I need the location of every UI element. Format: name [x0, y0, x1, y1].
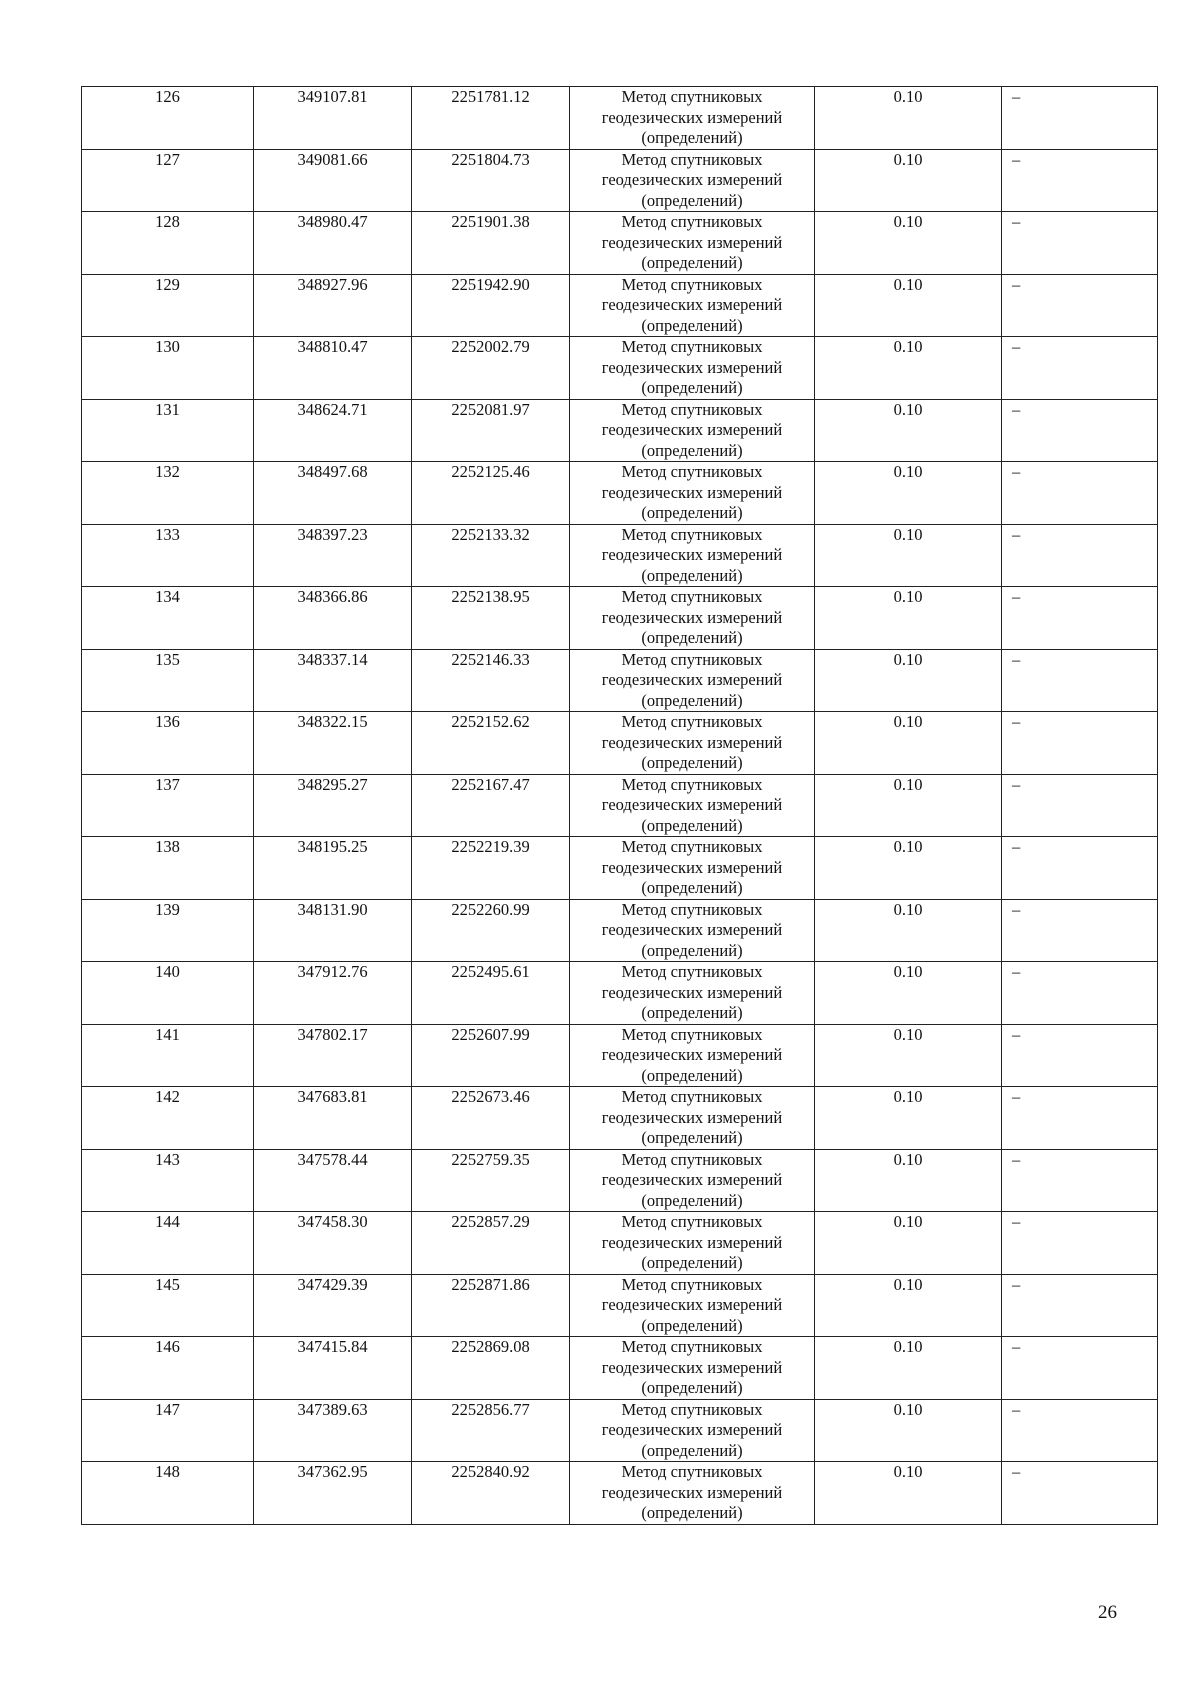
y-coordinate-cell: 2252146.33 [412, 649, 570, 712]
point-number-cell: 146 [82, 1337, 254, 1400]
note-cell: – [1002, 962, 1158, 1025]
point-number-cell: 133 [82, 524, 254, 587]
x-coordinate-cell: 348131.90 [254, 899, 412, 962]
point-number-cell: 142 [82, 1087, 254, 1150]
x-coordinate-cell: 347458.30 [254, 1212, 412, 1275]
method-cell: Метод спутниковых геодезических измерений (определений) [570, 962, 815, 1025]
accuracy-cell: 0.10 [815, 1337, 1002, 1400]
method-cell: Метод спутниковых геодезических измерений (определений) [570, 1149, 815, 1212]
note-cell: – [1002, 87, 1158, 150]
x-coordinate-cell: 347429.39 [254, 1274, 412, 1337]
accuracy-cell: 0.10 [815, 149, 1002, 212]
note-cell: – [1002, 1462, 1158, 1525]
y-coordinate-cell: 2252673.46 [412, 1087, 570, 1150]
note-cell: – [1002, 712, 1158, 775]
accuracy-cell: 0.10 [815, 87, 1002, 150]
x-coordinate-cell: 348980.47 [254, 212, 412, 275]
x-coordinate-cell: 348497.68 [254, 462, 412, 525]
y-coordinate-cell: 2252138.95 [412, 587, 570, 650]
point-number-cell: 143 [82, 1149, 254, 1212]
y-coordinate-cell: 2252871.86 [412, 1274, 570, 1337]
accuracy-cell: 0.10 [815, 524, 1002, 587]
y-coordinate-cell: 2252125.46 [412, 462, 570, 525]
table-row [82, 274, 1158, 337]
y-coordinate-cell: 2252002.79 [412, 337, 570, 400]
point-number-cell: 138 [82, 837, 254, 900]
accuracy-cell: 0.10 [815, 774, 1002, 837]
table-row [82, 1462, 1158, 1525]
y-coordinate-cell: 2251781.12 [412, 87, 570, 150]
y-coordinate-cell: 2252152.62 [412, 712, 570, 775]
table-row [82, 212, 1158, 275]
note-cell: – [1002, 149, 1158, 212]
table-row [82, 399, 1158, 462]
point-number-cell: 137 [82, 774, 254, 837]
x-coordinate-cell: 348322.15 [254, 712, 412, 775]
point-number-cell: 139 [82, 899, 254, 962]
table-row [82, 962, 1158, 1025]
y-coordinate-cell: 2251804.73 [412, 149, 570, 212]
y-coordinate-cell: 2251901.38 [412, 212, 570, 275]
point-number-cell: 145 [82, 1274, 254, 1337]
note-cell: – [1002, 399, 1158, 462]
point-number-cell: 140 [82, 962, 254, 1025]
note-cell: – [1002, 1087, 1158, 1150]
table-row [82, 899, 1158, 962]
table-row [82, 337, 1158, 400]
x-coordinate-cell: 347389.63 [254, 1399, 412, 1462]
table-row [82, 712, 1158, 775]
table-row [82, 1149, 1158, 1212]
point-number-cell: 131 [82, 399, 254, 462]
y-coordinate-cell: 2252857.29 [412, 1212, 570, 1275]
accuracy-cell: 0.10 [815, 274, 1002, 337]
y-coordinate-cell: 2252260.99 [412, 899, 570, 962]
method-cell: Метод спутниковых геодезических измерений (определений) [570, 837, 815, 900]
method-cell: Метод спутниковых геодезических измерений (определений) [570, 462, 815, 525]
accuracy-cell: 0.10 [815, 462, 1002, 525]
note-cell: – [1002, 587, 1158, 650]
note-cell: – [1002, 337, 1158, 400]
method-cell: Метод спутниковых геодезических измерений (определений) [570, 1212, 815, 1275]
method-cell: Метод спутниковых геодезических измерений (определений) [570, 337, 815, 400]
y-coordinate-cell: 2252081.97 [412, 399, 570, 462]
method-cell: Метод спутниковых геодезических измерений (определений) [570, 1274, 815, 1337]
x-coordinate-cell: 348624.71 [254, 399, 412, 462]
table-row [82, 524, 1158, 587]
table-row [82, 1212, 1158, 1275]
page-number: 26 [1098, 1602, 1117, 1623]
note-cell: – [1002, 1212, 1158, 1275]
x-coordinate-cell: 348927.96 [254, 274, 412, 337]
y-coordinate-cell: 2251942.90 [412, 274, 570, 337]
accuracy-cell: 0.10 [815, 1274, 1002, 1337]
method-cell: Метод спутниковых геодезических измерений (определений) [570, 587, 815, 650]
method-cell: Метод спутниковых геодезических измерений (определений) [570, 1024, 815, 1087]
point-number-cell: 130 [82, 337, 254, 400]
note-cell: – [1002, 649, 1158, 712]
x-coordinate-cell: 349107.81 [254, 87, 412, 150]
point-number-cell: 134 [82, 587, 254, 650]
x-coordinate-cell: 348397.23 [254, 524, 412, 587]
method-cell: Метод спутниковых геодезических измерений (определений) [570, 1337, 815, 1400]
table-row [82, 1337, 1158, 1400]
y-coordinate-cell: 2252495.61 [412, 962, 570, 1025]
y-coordinate-cell: 2252869.08 [412, 1337, 570, 1400]
x-coordinate-cell: 347415.84 [254, 1337, 412, 1400]
accuracy-cell: 0.10 [815, 649, 1002, 712]
x-coordinate-cell: 348195.25 [254, 837, 412, 900]
note-cell: – [1002, 1399, 1158, 1462]
accuracy-cell: 0.10 [815, 399, 1002, 462]
note-cell: – [1002, 524, 1158, 587]
x-coordinate-cell: 347912.76 [254, 962, 412, 1025]
note-cell: – [1002, 899, 1158, 962]
x-coordinate-cell: 347683.81 [254, 1087, 412, 1150]
point-number-cell: 147 [82, 1399, 254, 1462]
method-cell: Метод спутниковых геодезических измерений (определений) [570, 1087, 815, 1150]
point-number-cell: 129 [82, 274, 254, 337]
x-coordinate-cell: 349081.66 [254, 149, 412, 212]
method-cell: Метод спутниковых геодезических измерений (определений) [570, 774, 815, 837]
table-row [82, 837, 1158, 900]
y-coordinate-cell: 2252167.47 [412, 774, 570, 837]
method-cell: Метод спутниковых геодезических измерений (определений) [570, 524, 815, 587]
x-coordinate-cell: 347802.17 [254, 1024, 412, 1087]
accuracy-cell: 0.10 [815, 1024, 1002, 1087]
table-row [82, 462, 1158, 525]
note-cell: – [1002, 1274, 1158, 1337]
table-row [82, 1274, 1158, 1337]
method-cell: Метод спутниковых геодезических измерений (определений) [570, 899, 815, 962]
point-number-cell: 128 [82, 212, 254, 275]
accuracy-cell: 0.10 [815, 712, 1002, 775]
note-cell: – [1002, 774, 1158, 837]
note-cell: – [1002, 462, 1158, 525]
note-cell: – [1002, 274, 1158, 337]
method-cell: Метод спутниковых геодезических измерений (определений) [570, 1399, 815, 1462]
accuracy-cell: 0.10 [815, 837, 1002, 900]
point-number-cell: 127 [82, 149, 254, 212]
accuracy-cell: 0.10 [815, 899, 1002, 962]
accuracy-cell: 0.10 [815, 587, 1002, 650]
table-body [82, 87, 1158, 1525]
method-cell: Метод спутниковых геодезических измерений (определений) [570, 649, 815, 712]
table-row [82, 1399, 1158, 1462]
table-row [82, 1024, 1158, 1087]
accuracy-cell: 0.10 [815, 1149, 1002, 1212]
method-cell: Метод спутниковых геодезических измерений (определений) [570, 149, 815, 212]
x-coordinate-cell: 347362.95 [254, 1462, 412, 1525]
table-row [82, 649, 1158, 712]
method-cell: Метод спутниковых геодезических измерений (определений) [570, 212, 815, 275]
point-number-cell: 141 [82, 1024, 254, 1087]
accuracy-cell: 0.10 [815, 1087, 1002, 1150]
accuracy-cell: 0.10 [815, 1462, 1002, 1525]
note-cell: – [1002, 837, 1158, 900]
point-number-cell: 126 [82, 87, 254, 150]
point-number-cell: 136 [82, 712, 254, 775]
y-coordinate-cell: 2252133.32 [412, 524, 570, 587]
y-coordinate-cell: 2252759.35 [412, 1149, 570, 1212]
method-cell: Метод спутниковых геодезических измерений (определений) [570, 274, 815, 337]
table-row [82, 149, 1158, 212]
x-coordinate-cell: 348810.47 [254, 337, 412, 400]
x-coordinate-cell: 348295.27 [254, 774, 412, 837]
table-row [82, 774, 1158, 837]
point-number-cell: 148 [82, 1462, 254, 1525]
table-row [82, 1087, 1158, 1150]
accuracy-cell: 0.10 [815, 337, 1002, 400]
note-cell: – [1002, 1024, 1158, 1087]
point-number-cell: 144 [82, 1212, 254, 1275]
table-row [82, 587, 1158, 650]
accuracy-cell: 0.10 [815, 1212, 1002, 1275]
point-number-cell: 135 [82, 649, 254, 712]
note-cell: – [1002, 1149, 1158, 1212]
method-cell: Метод спутниковых геодезических измерений (определений) [570, 712, 815, 775]
method-cell: Метод спутниковых геодезических измерений (определений) [570, 399, 815, 462]
point-number-cell: 132 [82, 462, 254, 525]
accuracy-cell: 0.10 [815, 1399, 1002, 1462]
y-coordinate-cell: 2252219.39 [412, 837, 570, 900]
accuracy-cell: 0.10 [815, 962, 1002, 1025]
method-cell: Метод спутниковых геодезических измерений (определений) [570, 1462, 815, 1525]
coordinates-table [81, 86, 1158, 1525]
y-coordinate-cell: 2252607.99 [412, 1024, 570, 1087]
note-cell: – [1002, 212, 1158, 275]
method-cell: Метод спутниковых геодезических измерений (определений) [570, 87, 815, 150]
y-coordinate-cell: 2252856.77 [412, 1399, 570, 1462]
x-coordinate-cell: 348366.86 [254, 587, 412, 650]
table-row [82, 87, 1158, 150]
y-coordinate-cell: 2252840.92 [412, 1462, 570, 1525]
x-coordinate-cell: 347578.44 [254, 1149, 412, 1212]
note-cell: – [1002, 1337, 1158, 1400]
accuracy-cell: 0.10 [815, 212, 1002, 275]
x-coordinate-cell: 348337.14 [254, 649, 412, 712]
